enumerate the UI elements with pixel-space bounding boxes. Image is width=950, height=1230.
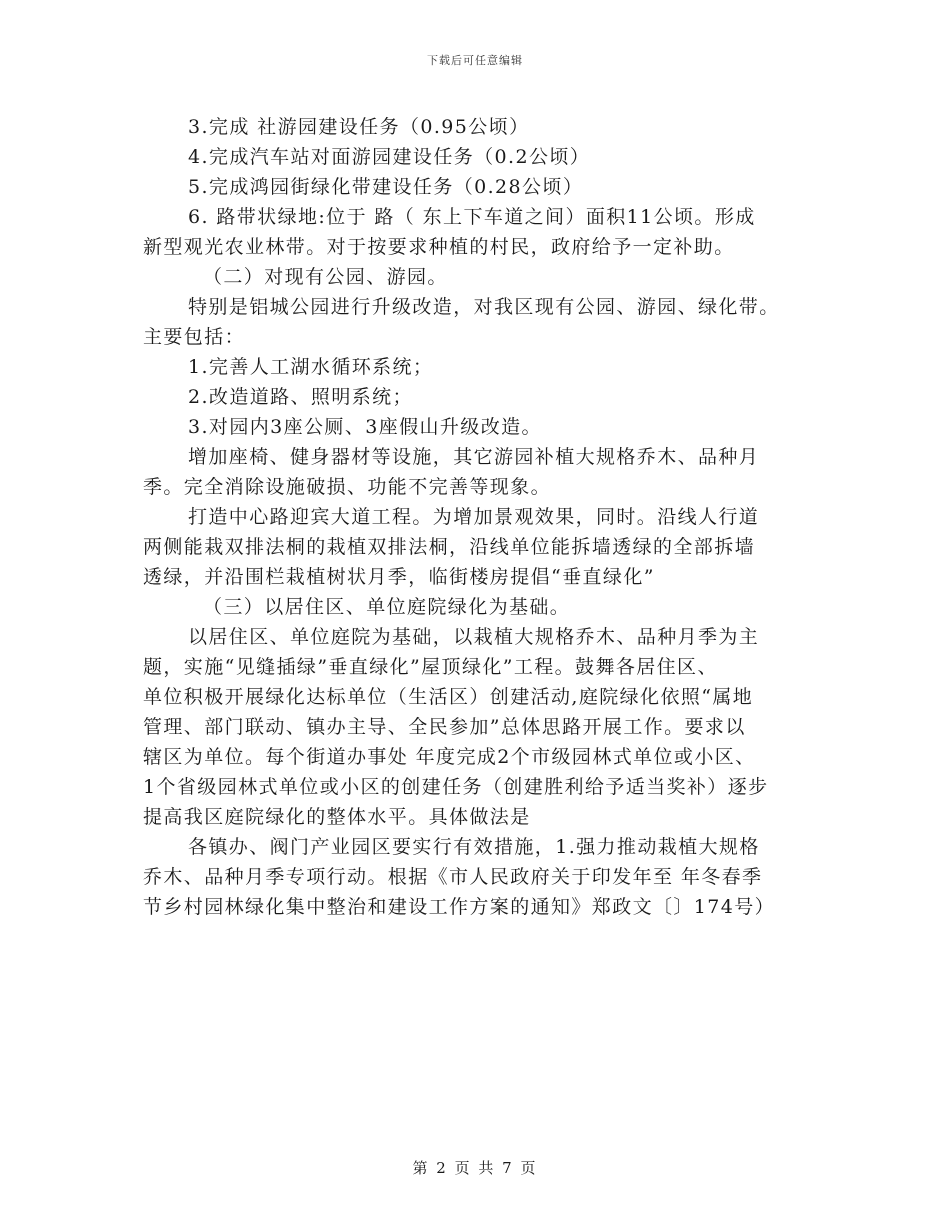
paragraph-line: 各镇办、阀门产业园区要实行有效措施，1.强力推动栽植大规格: [188, 836, 760, 858]
paragraph-line: 管理、部门联动、镇办主导、全民参加”总体思路开展工作。要求以: [143, 716, 746, 738]
paragraph-line: 乔木、品种月季专项行动。根据《市人民政府关于印发年至 年冬春季: [143, 866, 763, 888]
paragraph-line: 主要包括：: [143, 326, 246, 348]
page-footer: 第 2 页 共 7 页: [412, 1159, 538, 1177]
paragraph-line: 季。完全消除设施破损、功能不完善等现象。: [143, 476, 552, 498]
paragraph-line: 辖区为单位。每个街道办事处 年度完成2个市级园林式单位或小区、: [143, 746, 756, 768]
paragraph-line: 特别是铝城公园进行升级改造，对我区现有公园、游园、绿化带。: [188, 296, 780, 318]
body-text: [143, 112, 823, 922]
paragraph-line: 提高我区庭院绿化的整体水平。具体做法是: [143, 806, 531, 828]
paragraph-line: 1个省级园林式单位或小区的创建任务（创建胜利给予适当奖补）逐步: [143, 776, 769, 798]
section-heading: （三）以居住区、单位庭院绿化为基础。: [203, 596, 571, 618]
page-header: 下载后可任意编辑: [427, 54, 523, 67]
paragraph-line: 打造中心路迎宾大道工程。为增加景观效果，同时。沿线人行道: [188, 506, 760, 528]
paragraph-line: 3.完成 社游园建设任务（0.95公顷）: [188, 116, 530, 138]
paragraph-line: 两侧能栽双排法桐的栽植双排法桐，沿线单位能拆墙透绿的全部拆墙: [143, 536, 756, 558]
paragraph-line: 3.对园内3座公厕、3座假山升级改造。: [188, 416, 542, 438]
paragraph-line: 节乡村园林绿化集中整治和建设工作方案的通知》郑政文〔〕174号）: [143, 896, 776, 918]
paragraph-line: 6. 路带状绿地:位于 路（ 东上下车道之间）面积11公顷。形成: [188, 206, 756, 228]
paragraph-line: 4.完成汽车站对面游园建设任务（0.2公顷）: [188, 146, 591, 168]
paragraph-line: 增加座椅、健身器材等设施，其它游园补植大规格乔木、品种月: [188, 446, 760, 468]
paragraph-line: 5.完成鸿园街绿化带建设任务（0.28公顷）: [188, 176, 584, 198]
paragraph-line: 以居住区、单位庭院为基础，以栽植大规格乔木、品种月季为主: [188, 626, 760, 648]
paragraph-line: 透绿，并沿围栏栽植树状月季，临街楼房提倡“垂直绿化”: [143, 566, 655, 588]
paragraph-line: 新型观光农业林带。对于按要求种植的村民，政府给予一定补助。: [143, 236, 735, 258]
paragraph-line: 2.改造道路、照明系统；: [188, 386, 413, 408]
paragraph-line: 题，实施“见缝插绿”垂直绿化”屋顶绿化”工程。鼓舞各居住区、: [143, 656, 718, 678]
section-heading: （二）对现有公园、游园。: [203, 266, 448, 288]
paragraph-line: 单位积极开展绿化达标单位（生活区）创建活动,庭院绿化依照“属地: [143, 686, 754, 708]
paragraph-line: 1.完善人工湖水循环系统；: [188, 356, 434, 378]
